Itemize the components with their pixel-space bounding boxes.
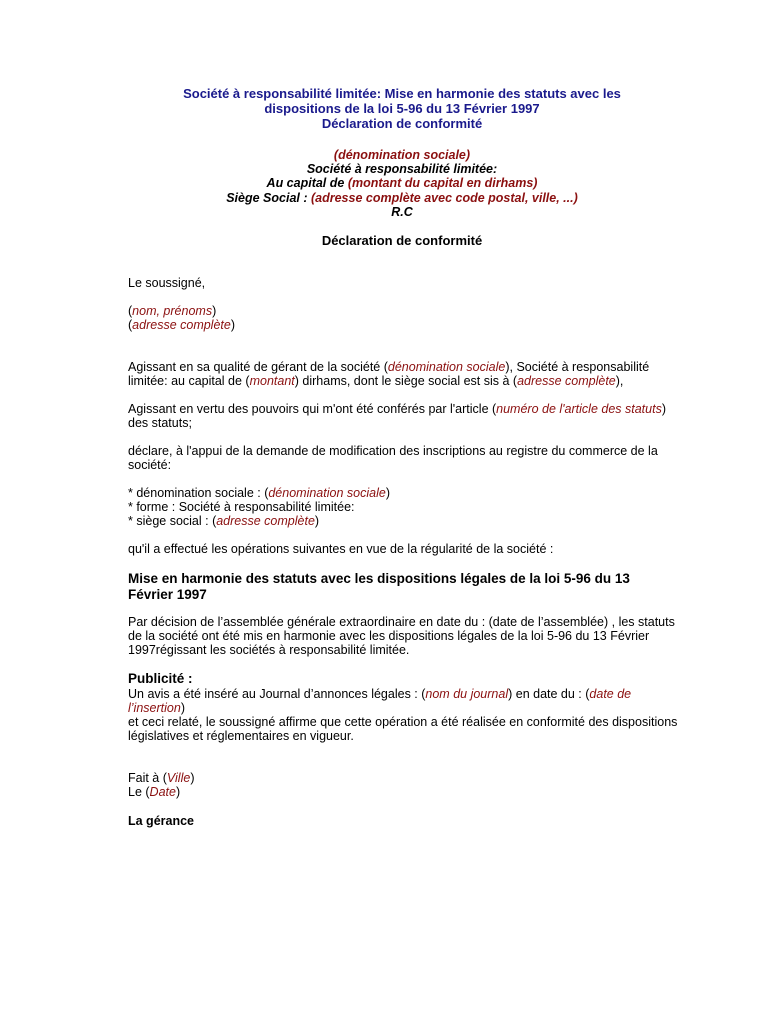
nom-placeholder: nom, prénoms [132,304,213,318]
capital-label: Au capital de [266,176,348,191]
capital-placeholder: (montant du capital en dirhams) [347,176,538,191]
paragraph-pouvoirs: Agissant en vertu des pouvoirs qui m'ont été conférés par l'article (numéro de l'article des statuts) des statuts; [128,402,666,431]
place-date-block [128,771,680,799]
item-siege: * siège social : (adresse complète) [128,514,320,529]
document-title [128,86,676,131]
signature: La gérance [128,814,195,828]
publicite-conclusion: et ceci relaté, le soussigné affirme que cette opération a été réalisée en conformité des dispositions législatives et réglementaires en vigueur. [128,714,678,744]
siege-placeholder: (adresse complète avec code postal, ville, ...) [310,190,578,205]
denomination-var: dénomination sociale [387,360,506,374]
siege-line [128,191,676,205]
legal-form: Société à responsabilité limitée: [306,162,498,177]
items-list [128,486,680,529]
company-identity-block [128,148,676,219]
item-forme: * forme : Société à responsabilité limitée: [128,500,355,515]
capital-line [128,176,676,190]
ville-var: Ville [166,771,191,785]
title-line-3: Déclaration de conformité [321,116,483,131]
insertion-date-var: date de l’insertion [128,686,632,715]
title-line-2: dispositions de la loi 5-96 du 13 Février 1997 [264,101,540,116]
le-line: Le (Date) [128,785,181,800]
adresse-placeholder: adresse complète [132,318,231,333]
fait-line: Fait à (Ville) [128,771,195,785]
article-var: numéro de l'article des statuts [496,402,662,416]
paragraph-declare: déclare, à l'appui de la demande de modification des inscriptions au registre du commerce de la société: [128,444,658,473]
title-line-1: Société à responsabilité limitée: Mise en harmonie des statuts avec les [183,86,621,101]
rc-line: R.C [391,204,413,219]
publicite-block [128,671,680,743]
section-heading: Mise en harmonie des statuts avec les dispositions légales de la loi 5-96 du 13 Février 1997 [128,571,630,602]
declaration-heading: Déclaration de conformité [321,233,483,248]
soussigne-line: Le soussigné, [128,276,206,290]
denomination-placeholder: (dénomination sociale) [333,148,471,162]
signatory-block [128,304,680,332]
paragraph-operations: qu'il a effectué les opérations suivantes en vue de la régularité de la société : [128,542,554,556]
item-denomination: * dénomination sociale : (dénomination sociale) [128,486,390,500]
adresse-var: adresse complète [517,374,616,389]
paragraph-qualite: Agissant en sa qualité de gérant de la société (dénomination sociale), Société à responsabilité limitée: au capital de (montant) dirhams, dont le siège social est sis à (adresse complète), [128,360,650,389]
date-var: Date [149,785,176,800]
publicite-text: Un avis a été inséré au Journal d’annonces légales : (nom du journal) en date du : (date de l’insertion) [128,686,632,715]
publicite-heading: Publicité : [128,671,193,686]
siege-label: Siège Social : [226,190,311,205]
paragraph-assemblee: Par décision de l’assemblée générale extraordinaire en date du : (date de l’assemblée) , les statuts de la société ont été mis en harmonie avec les dispositions légales de la loi 5-96 du 13 Février 1997régissant les sociétés à responsabilité limitée. [128,615,675,658]
nom-line: (nom, prénoms) [128,304,217,318]
montant-var: montant [249,374,295,389]
adresse-line: (adresse complète) [128,318,236,333]
journal-var: nom du journal [425,686,509,701]
